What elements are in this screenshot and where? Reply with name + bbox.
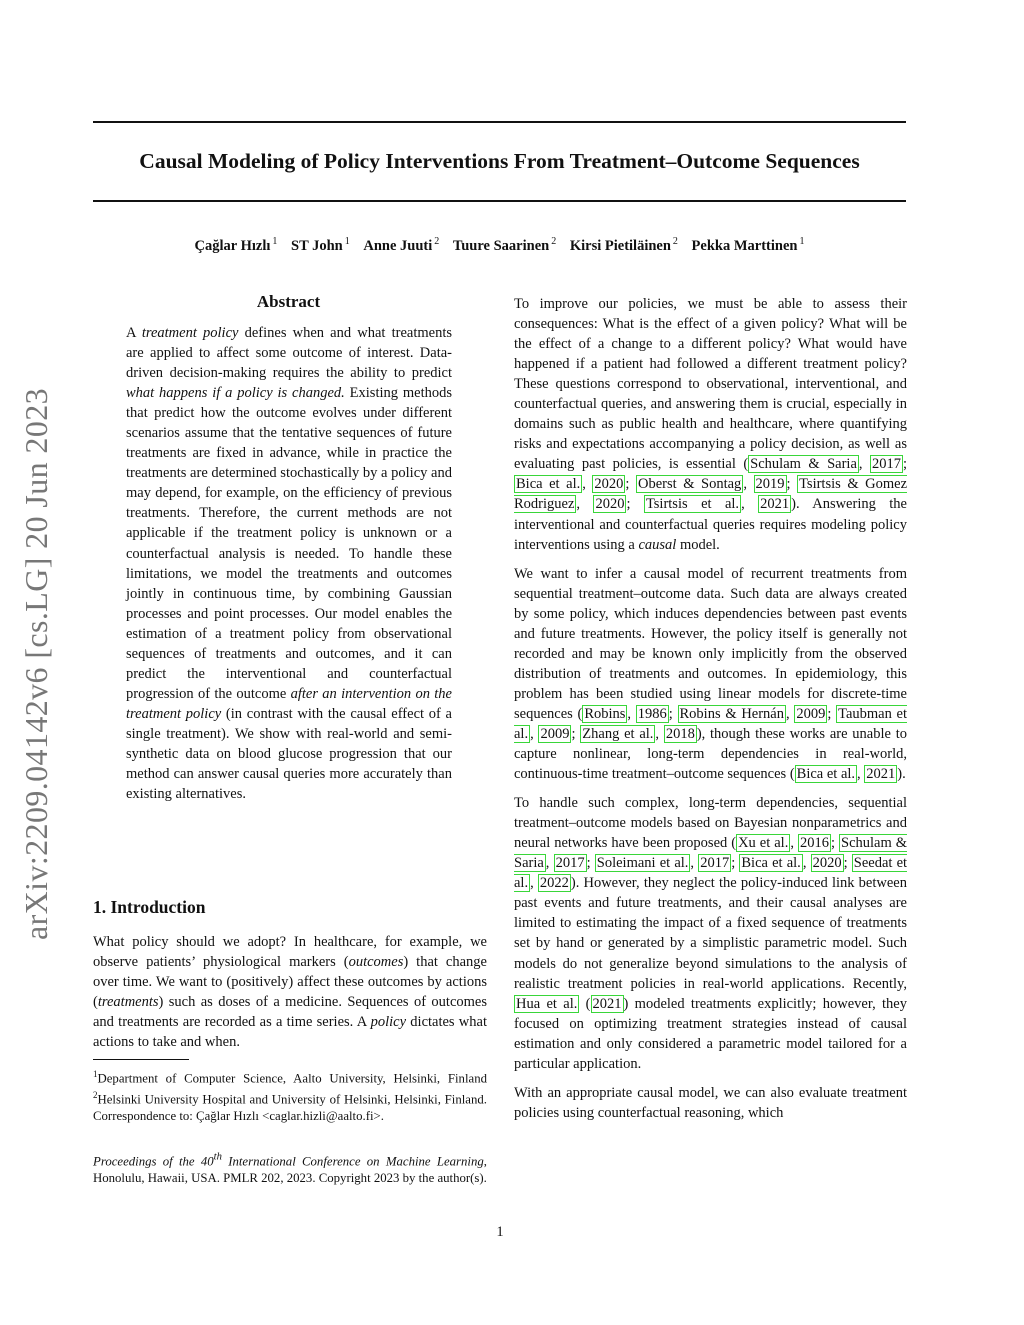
citation-link[interactable]: Bica et al. bbox=[796, 766, 856, 783]
citation-link[interactable]: Seedat et al. bbox=[514, 855, 908, 892]
citation-link[interactable]: Xu et al. bbox=[738, 835, 789, 852]
citation-link[interactable]: Tsirtsis et al. bbox=[645, 496, 740, 513]
citation-link[interactable]: 2017 bbox=[700, 855, 730, 872]
citation-link[interactable]: 2020 bbox=[594, 476, 624, 493]
abstract-heading: Abstract bbox=[256, 292, 321, 311]
citation-link[interactable]: Soleimani et al. bbox=[596, 855, 689, 872]
paragraph: To improve our policies, we must be able to assess their consequences: What is the effect of a given policy? What will be the effect of a change to a different policy? What would have happened if a patient had followed a different treatment policy? These questions correspond to observational, interventional, and counterfactual queries, and answering them is crucial, especially in domains such as public health and healthcare, where quantifying risks and expectations accompanying a policy decision, as well as evaluating past policies, is essential ( Schulam & Saria , 2017 ; Bica et al. , 2020 ; Oberst & Sontag , 2019 ; Tsirtsis & Gomez Rodriguez , 2020 ; Tsirtsis et al. , 2021 ). Answering the interventional and counterfactual queries requires modeling policy interventions using a causal model. bbox=[514, 296, 908, 553]
author-list bbox=[93, 236, 906, 255]
citation-link[interactable]: Robins bbox=[584, 705, 626, 722]
affiliation-footnote: $^1$Department of Computer Science, Aalto University, Helsinki, Finland $^2$Helsinki University Hospital and University of Helsinki, Helsinki, Finland. Correspondence to: Çağlar Hızlı <caglar.hizli@aalto.fi>. bbox=[93, 1069, 487, 1123]
author: ST John $^1$ bbox=[291, 236, 350, 254]
paragraph: With an appropriate causal model, we can also evaluate treatment policies using counterfactual reasoning, which bbox=[514, 1084, 907, 1121]
footnote-rule bbox=[93, 1059, 189, 1060]
page-number: 1 bbox=[496, 1224, 504, 1240]
citation-link[interactable]: 2020 bbox=[812, 855, 842, 872]
citation-link[interactable]: Bica et al. bbox=[741, 855, 801, 872]
citation-link[interactable]: Schulam & Saria bbox=[750, 456, 857, 473]
title-bottom-rule bbox=[93, 200, 906, 202]
citation-link[interactable]: 2016 bbox=[799, 835, 829, 852]
citation-link[interactable]: 2021 bbox=[760, 496, 790, 513]
author: Anne Juuti $^2$ bbox=[363, 236, 440, 254]
paper-title: Causal Modeling of Policy Interventions From Treatment–Outcome Sequences bbox=[139, 149, 860, 173]
author: Pekka Marttinen $^1$ bbox=[691, 236, 805, 254]
arxiv-identifier: arXiv:2209.04142v6 [cs.LG] 20 Jun 2023 bbox=[18, 387, 54, 940]
citation-link[interactable]: 1986 bbox=[637, 705, 667, 722]
citation-link[interactable]: 2017 bbox=[555, 855, 585, 872]
paragraph: We want to infer a causal model of recurrent treatments from sequential treatment–outcome data. Such data are always created by some policy, which induces dependencies between past events and future treatments. However, the policy itself is generally not recorded and may be known only implicitly from the observed distribution of treatments and outcomes. In epidemiology, this problem has been studied using linear models for discrete-time sequences ( Robins , 1986 ; Robins & Hernán , 2009 ; Taubman et al. , 2009 ; Zhang et al. , 2018 ), though these works are unable to capture nonlinear, long-term dependencies in real-world, continuous-time treatment–outcome sequences ( Bica et al. , 2021 ). bbox=[514, 565, 908, 783]
citation-link[interactable]: 2009 bbox=[796, 705, 826, 722]
citation-link[interactable]: 2020 bbox=[595, 496, 625, 513]
citation-link[interactable]: Oberst & Sontag bbox=[638, 476, 742, 493]
author: Çağlar Hızlı $^1$ bbox=[194, 236, 278, 254]
citation-link[interactable]: 2018 bbox=[665, 725, 695, 742]
citation-link[interactable]: 2022 bbox=[539, 875, 569, 892]
proceedings-note: Proceedings of the 40th International Conference on Machine Learning, Honolulu, Hawaii, USA. PMLR 202, 2023. Copyright 2023 by the author(s). bbox=[93, 1152, 487, 1185]
citation-link[interactable]: Bica et al. bbox=[516, 476, 581, 493]
abstract-text: A treatment policy defines when and what treatments are applied to affect some outcome of interest. Data-driven decision-making requires the ability to predict what happens if a policy is changed. Existing methods that predict how the outcome evolves under different scenarios assume that the tentative sequences of future treatments are fixed in advance, while in practice the treatments are determined stochastically by a policy and may depend, for example, on the efficiency of previous treatments. Therefore, the current methods are not applicable if the treatment policy is unknown or a counterfactual analysis is needed. To handle these limitations, we model the treatments and outcomes jointly in continuous time, by combining Gaussian processes and point processes. Our model enables the estimation of a treatment policy from observational sequences of treatments and outcomes, and it can predict the interventional and counterfactual progression of the outcome after an intervention on the treatment policy (in contrast with the causal effect of a single treatment). We show with real-world and semi-synthetic data on blood glucose progression that our method can answer causal queries more accurately than existing alternatives. bbox=[126, 325, 453, 803]
author: Kirsi Pietiläinen $^2$ bbox=[569, 236, 678, 254]
citation-link[interactable]: 2021 bbox=[592, 995, 622, 1012]
author: Tuure Saarinen $^2$ bbox=[452, 236, 557, 254]
citation-link[interactable]: Zhang et al. bbox=[582, 725, 654, 742]
paragraph: To handle such complex, long-term dependencies, sequential treatment–outcome models based on Bayesian nonparametrics and neural networks have been proposed ( Xu et al. , 2016 ; Schulam & Saria , 2017 ; Soleimani et al. , 2017 ; Bica et al. , 2020 ; Seedat et al. , 2022 ). However, they neglect the policy-induced link between past events and future treatments, and their causal analyses are limited to estimating the impact of a fixed sequence of treatments set by hand or generated by a simplistic parametric model. Such models do not generalize beyond simulations to the analysis of realistic treatment policies in real-world applications. Recently, Hua et al. ( 2021 ) modeled treatments explicitly; however, they focused on optimizing treatment strategies instead of causal estimation and only considered a parametric model tailored for a particular application. bbox=[514, 795, 908, 1072]
citation-link[interactable]: 2021 bbox=[866, 766, 896, 783]
citation-link[interactable]: Schulam & Saria bbox=[514, 835, 908, 872]
right-column bbox=[514, 294, 907, 1132]
citation-link[interactable]: 2019 bbox=[755, 476, 785, 493]
title-top-rule bbox=[93, 121, 906, 123]
citation-link[interactable]: Tsirtsis & Gomez Rodriguez bbox=[514, 476, 908, 513]
citation-link[interactable]: 2009 bbox=[540, 725, 570, 742]
introduction-heading: 1. Introduction bbox=[93, 897, 206, 917]
citation-link[interactable]: Taubman et al. bbox=[514, 705, 908, 742]
citation-link[interactable]: Robins & Hernán bbox=[679, 705, 784, 722]
citation-link[interactable]: 2017 bbox=[871, 456, 901, 473]
citation-link[interactable]: Hua et al. bbox=[516, 995, 578, 1012]
introduction-paragraph: What policy should we adopt? In healthcare, for example, we observe patients’ physiological markers (outcomes) that change over time. We want to (positively) affect these outcomes by actions (treatments) such as doses of a medicine. Sequences of outcomes and treatments are recorded as a time series. A policy dictates what actions to take and when. bbox=[93, 934, 487, 1051]
